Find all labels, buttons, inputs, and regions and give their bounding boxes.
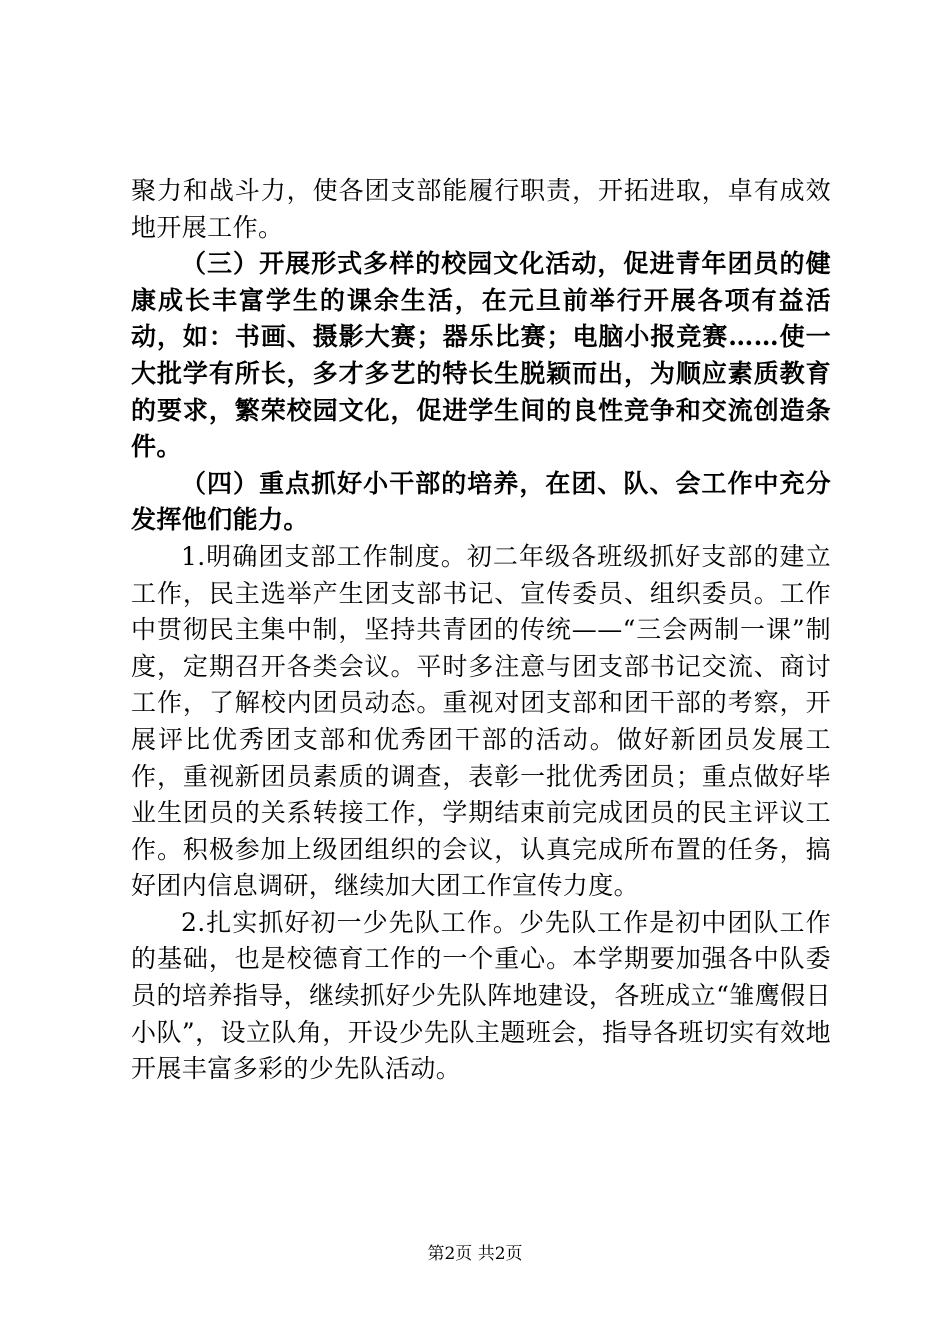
page-footer: 第2页 共2页: [427, 1244, 523, 1264]
document-body: [131, 173, 831, 1088]
paragraph-item-2: 2.扎实抓好初一少先队工作。少先队工作是初中团队工作的基础，也是校德育工作的一个重心。本学期要加强各中队委员的培养指导，继续抓好少先队阵地建设，各班成立“雏鹰假日小队”，设立队角，开设少先队主题班会，指导各班切实有效地开展丰富多彩的少先队活动。: [131, 907, 831, 1084]
paragraph-section-three: （三）开展形式多样的校园文化活动，促进青年团员的健康成长丰富学生的课余生活，在元旦前举行开展各项有益活动，如：书画、摄影大赛；器乐比赛；电脑小报竞赛……使一大批学有所长，多才多艺的特长生脱颖而出，为顺应素质教育的要求，繁荣校园文化，促进学生间的良性竞争和交流创造条件。: [131, 249, 831, 462]
paragraph-item-1: 1.明确团支部工作制度。初二年级各班级抓好支部的建立工作，民主选举产生团支部书记、宣传委员、组织委员。工作中贯彻民主集中制，坚持共青团的传统——“三会两制一课”制度，定期召开各类会议。平时多注意与团支部书记交流、商讨工作，了解校内团员动态。重视对团支部和团干部的考察，开展评比优秀团支部和优秀团干部的活动。做好新团员发展工作，重视新团员素质的调查，表彰一批优秀团员；重点做好毕业生团员的关系转接工作，学期结束前完成团员的民主评议工作。积极参加上级团组织的会议，认真完成所布置的任务，搞好团内信息调研，继续加大团工作宣传力度。: [131, 541, 831, 901]
paragraph-section-four: （四）重点抓好小干部的培养，在团、队、会工作中充分发挥他们能力。: [131, 468, 831, 535]
paragraph-continuation: 聚力和战斗力，使各团支部能履行职责，开拓进取，卓有成效地开展工作。: [131, 176, 831, 242]
